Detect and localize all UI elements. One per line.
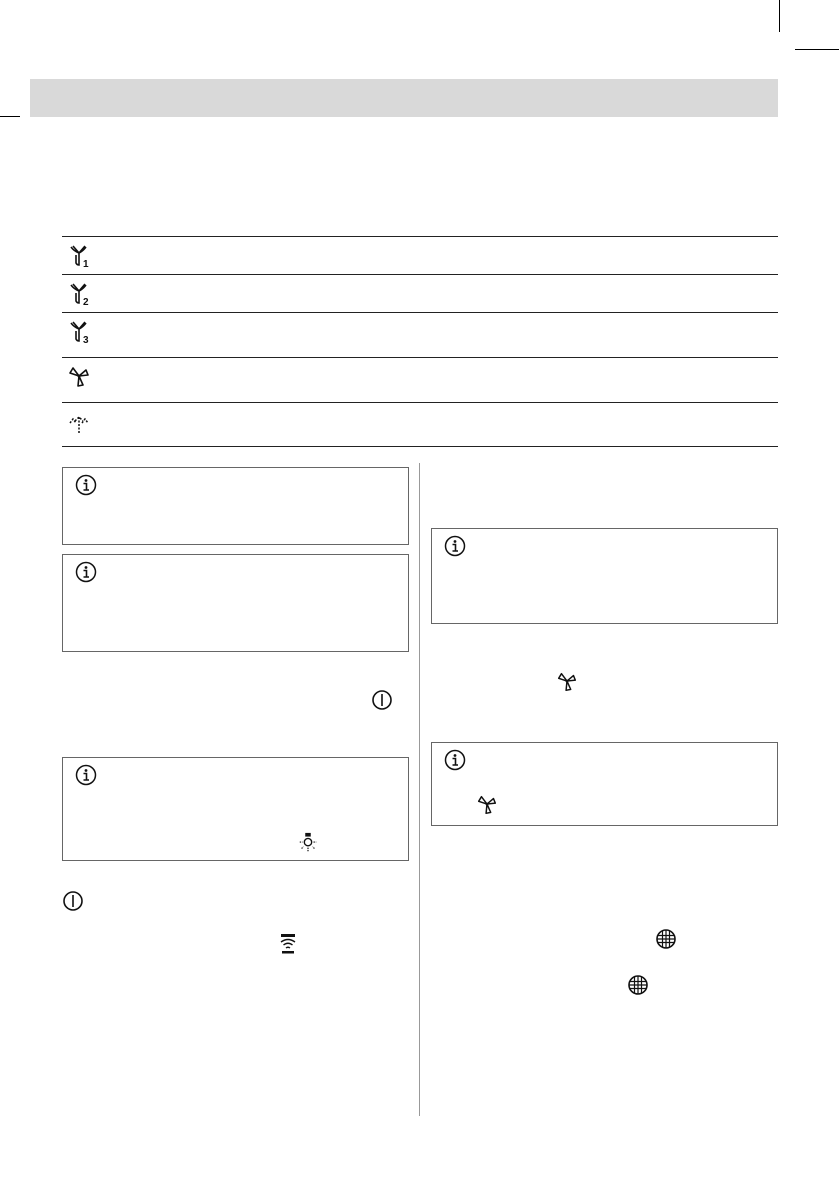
column-divider bbox=[419, 463, 420, 1116]
table-row bbox=[62, 312, 778, 357]
filter-grid-icon bbox=[627, 974, 649, 996]
svg-text:2: 2 bbox=[83, 297, 89, 307]
info-icon bbox=[75, 561, 97, 583]
fan-speed-3-icon bbox=[64, 319, 94, 345]
hob2hood-icon bbox=[277, 932, 299, 954]
info-note bbox=[431, 528, 778, 624]
table-row bbox=[62, 357, 778, 402]
fan-speed-table bbox=[62, 236, 778, 447]
table-row bbox=[62, 402, 778, 447]
info-icon bbox=[75, 764, 97, 786]
filter-grid-icon bbox=[655, 928, 677, 950]
info-icon bbox=[444, 749, 466, 771]
fan-speed-1-icon bbox=[64, 243, 94, 269]
power-icon bbox=[62, 890, 84, 912]
fan-boost-icon bbox=[473, 793, 501, 817]
info-note bbox=[62, 757, 409, 861]
fan-boost-icon bbox=[64, 364, 94, 390]
crop-mark bbox=[779, 0, 780, 32]
fan-boost-icon bbox=[553, 670, 581, 694]
info-note bbox=[431, 742, 778, 826]
power-icon bbox=[371, 689, 393, 711]
info-icon bbox=[444, 535, 466, 557]
table-row bbox=[62, 236, 778, 274]
light-icon bbox=[296, 832, 320, 854]
svg-text:3: 3 bbox=[83, 335, 89, 345]
info-icon bbox=[75, 474, 97, 496]
breeze-icon bbox=[64, 409, 94, 435]
crop-mark bbox=[0, 116, 20, 117]
section-header-band bbox=[30, 79, 778, 117]
info-note bbox=[62, 554, 409, 652]
fan-speed-2-icon bbox=[64, 281, 94, 307]
crop-mark bbox=[795, 49, 839, 50]
info-note bbox=[62, 467, 409, 545]
svg-text:1: 1 bbox=[83, 259, 89, 269]
table-row bbox=[62, 274, 778, 312]
